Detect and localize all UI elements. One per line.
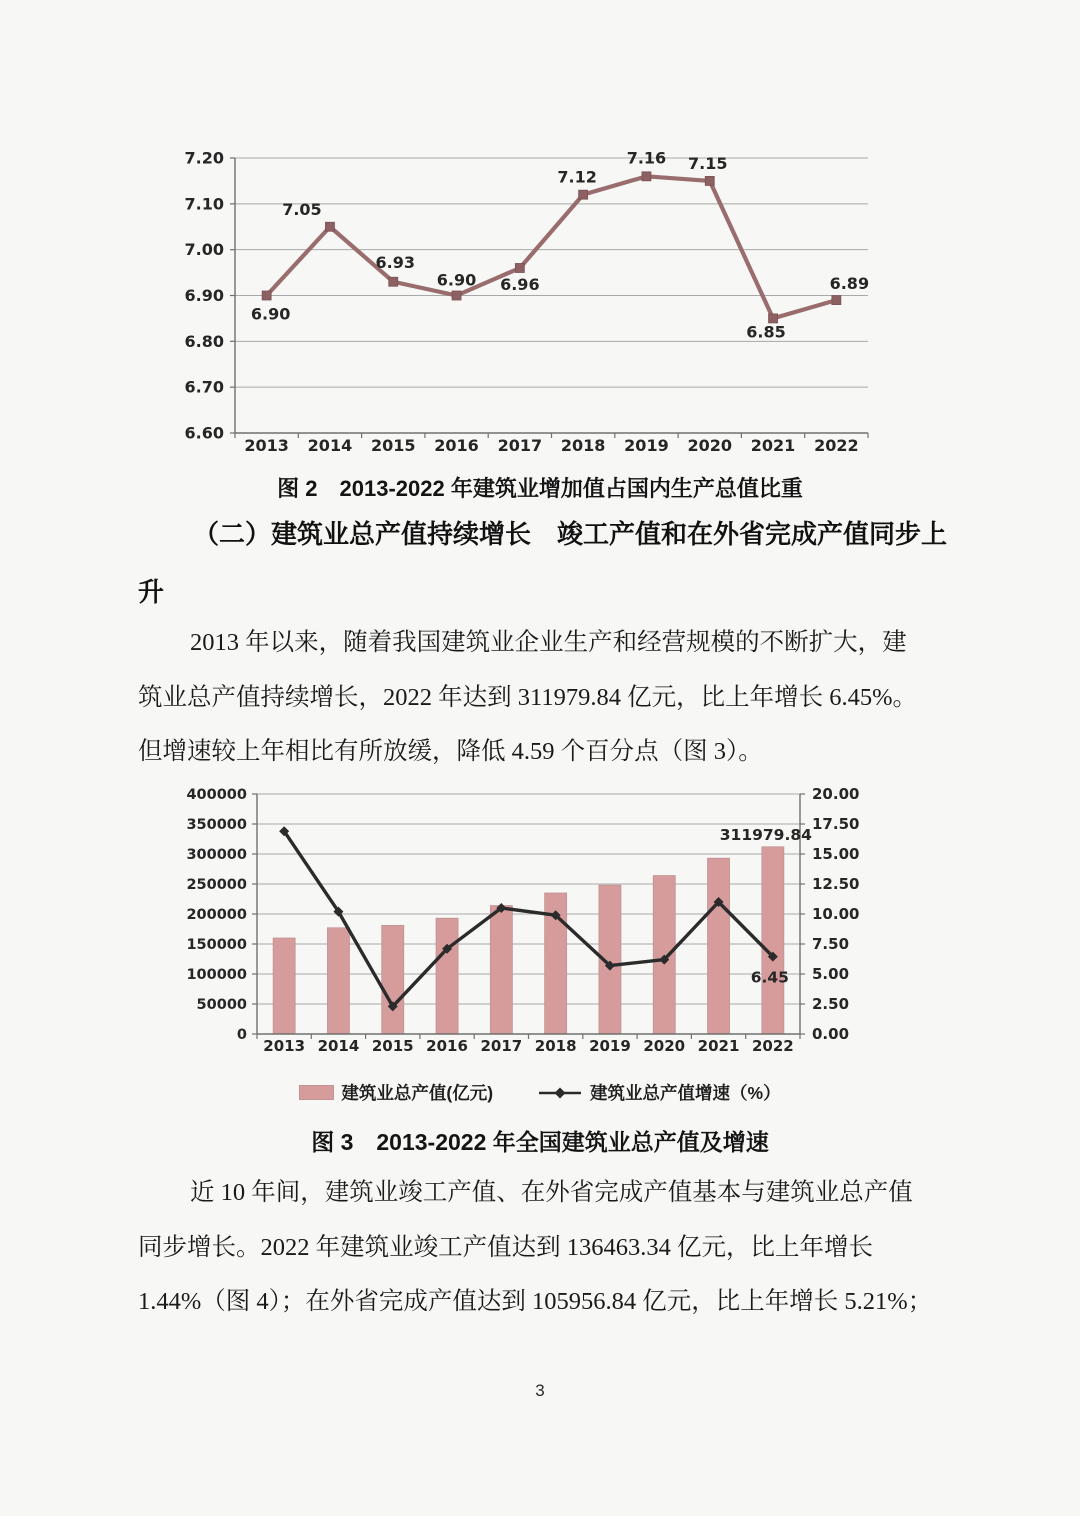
svg-text:2014: 2014 [307, 436, 353, 455]
svg-text:2018: 2018 [560, 436, 606, 455]
svg-text:7.16: 7.16 [626, 148, 667, 168]
svg-text:200000: 200000 [186, 907, 247, 923]
figure3-caption: 图 3 2013-2022 年全国建筑业总产值及增速 [311, 1129, 769, 1155]
svg-text:2018: 2018 [534, 1037, 577, 1055]
svg-text:7.10: 7.10 [184, 194, 224, 214]
section-heading-line2: 升 [138, 577, 165, 607]
svg-text:6.80: 6.80 [184, 331, 224, 351]
svg-text:2016: 2016 [434, 436, 479, 455]
svg-text:400000: 400000 [186, 787, 247, 803]
svg-text:6.93: 6.93 [375, 252, 415, 272]
paragraph-2-line-2: 同步增长。2022 年建筑业竣工产值达到 136463.34 亿元，比上年增长 [138, 1233, 873, 1261]
svg-text:17.50: 17.50 [812, 815, 860, 833]
svg-text:7.05: 7.05 [282, 199, 322, 219]
svg-text:6.45: 6.45 [750, 968, 789, 987]
figure3-legend [140, 1080, 940, 1105]
bar-swatch-icon [299, 1085, 334, 1100]
svg-text:150000: 150000 [186, 937, 247, 953]
svg-text:2019: 2019 [589, 1037, 631, 1055]
svg-text:6.90: 6.90 [250, 304, 291, 324]
section-heading-line1: （二）建筑业总产值持续增长 竣工产值和在外省完成产值同步上 [193, 519, 948, 549]
svg-text:5.00: 5.00 [812, 965, 850, 983]
line-series [267, 176, 837, 318]
svg-text:6.60: 6.60 [184, 423, 224, 443]
paragraph-1-line-3: 但增速较上年相比有所放缓，降低 4.59 个百分点（图 3）。 [138, 738, 763, 765]
svg-text:7.50: 7.50 [812, 935, 850, 953]
paragraph-1-line-1: 2013 年以来，随着我国建筑业企业生产和经营规模的不断扩大，建 [190, 629, 907, 656]
figure3-chart [180, 780, 910, 1075]
legend-item-output [299, 1080, 493, 1105]
svg-text:6.90: 6.90 [184, 286, 224, 305]
svg-text:2.50: 2.50 [812, 995, 850, 1013]
paragraph-2-line-3: 1.44%（图 4）；在外省完成产值达到 105956.84 亿元，比上年增长 5.21%； [138, 1288, 933, 1315]
svg-text:6.90: 6.90 [436, 270, 477, 290]
svg-text:2015: 2015 [370, 436, 416, 455]
svg-text:12.50: 12.50 [812, 875, 860, 893]
svg-text:2017: 2017 [497, 436, 543, 455]
figure2-chart [170, 135, 890, 467]
svg-text:2022: 2022 [814, 436, 859, 455]
data-labels [251, 148, 869, 341]
svg-text:2015: 2015 [371, 1037, 414, 1055]
svg-text:2020: 2020 [687, 436, 733, 455]
gridlines [185, 149, 868, 443]
svg-text:300000: 300000 [186, 847, 247, 863]
svg-text:6.70: 6.70 [184, 377, 224, 397]
svg-text:2013: 2013 [244, 436, 289, 455]
svg-text:2020: 2020 [643, 1037, 686, 1055]
svg-text:2014: 2014 [317, 1037, 360, 1055]
x-axis-labels [263, 1037, 793, 1055]
paragraph-2-line-1: 近 10 年间，建筑业竣工产值、在外省完成产值基本与建筑业总产值 [190, 1179, 913, 1206]
paragraph-2 [138, 1166, 944, 1330]
figure3-combo-chart-svg [180, 780, 910, 1075]
svg-text:7.15: 7.15 [688, 153, 728, 173]
line-markers [262, 172, 841, 323]
bar-series [273, 847, 784, 1034]
svg-text:350000: 350000 [186, 817, 247, 833]
figure2-caption: 图 2 2013-2022 年建筑业增加值占国内生产总值比重 [277, 476, 803, 501]
svg-text:6.96: 6.96 [500, 275, 540, 294]
line-series [284, 831, 773, 1006]
paragraph-1-line-2: 筑业总产值持续增长，2022 年达到 311979.84 亿元，比上年增长 6.45%。 [138, 683, 917, 711]
svg-text:50000: 50000 [196, 997, 247, 1013]
svg-text:15.00: 15.00 [812, 845, 860, 863]
svg-text:20.00: 20.00 [812, 785, 860, 803]
x-axis-labels [244, 436, 858, 455]
svg-text:0: 0 [236, 1027, 247, 1043]
svg-text:2019: 2019 [624, 436, 669, 455]
svg-text:7.20: 7.20 [184, 148, 224, 168]
svg-text:7.00: 7.00 [184, 240, 224, 260]
svg-text:250000: 250000 [186, 877, 247, 893]
legend-bar-label: 建筑业总产值(亿元) [341, 1083, 494, 1103]
svg-text:2016: 2016 [426, 1037, 468, 1055]
legend-line-label: 建筑业总产值增速（%） [590, 1083, 781, 1103]
line-diamond-swatch-icon [537, 1085, 583, 1101]
paragraph-1 [138, 616, 944, 780]
svg-text:2013: 2013 [263, 1037, 306, 1055]
svg-text:311979.84: 311979.84 [719, 825, 812, 844]
svg-text:2022: 2022 [751, 1037, 794, 1055]
svg-text:2021: 2021 [750, 436, 796, 455]
legend-item-growth [537, 1080, 781, 1105]
svg-text:6.85: 6.85 [746, 322, 786, 342]
page-number: 3 [535, 1381, 545, 1400]
svg-text:100000: 100000 [186, 967, 247, 983]
figure2-line-chart-svg [170, 135, 890, 467]
svg-text:2021: 2021 [697, 1037, 740, 1055]
svg-text:10.00: 10.00 [812, 905, 860, 923]
section-heading [138, 505, 948, 621]
svg-text:2017: 2017 [480, 1037, 523, 1055]
svg-text:6.89: 6.89 [829, 274, 870, 294]
axes [235, 158, 868, 438]
svg-text:7.12: 7.12 [557, 167, 597, 187]
svg-text:0.00: 0.00 [812, 1025, 850, 1043]
